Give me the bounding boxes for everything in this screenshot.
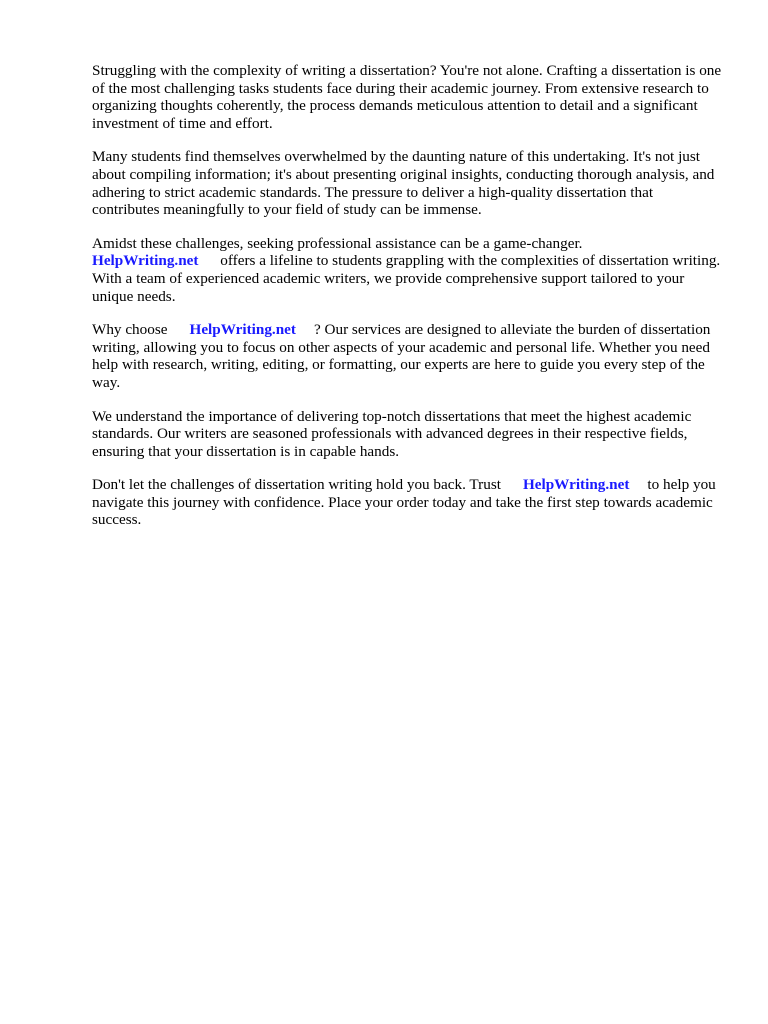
paragraph-assistance-lead: Amidst these challenges, seeking professional assistance can be a game-changer.: [92, 234, 583, 252]
paragraph-trust: [92, 476, 722, 529]
paragraph-assistance: [92, 235, 722, 305]
paragraph-intro: [92, 62, 722, 132]
paragraph-why-choose-rest: ? Our services are designed to alleviate the burden of dissertation writing, allowing you to focus on other aspects of your academic and personal life. Whether you need help with research, writing, editing, or formatting, our experts are here to guide you every step of the way.: [92, 321, 711, 391]
paragraph-quality-text: We understand the importance of delivering top-notch dissertations that meet the highest academic standards. Our writers are seasoned professionals with advanced degrees in their respective fields, ensuring that your dissertation is in capable hands.: [92, 407, 692, 460]
document-body: [92, 62, 722, 545]
helpwriting-link-1[interactable]: HelpWriting.net: [92, 252, 199, 270]
helpwriting-link-3[interactable]: HelpWriting.net: [522, 476, 630, 494]
paragraph-overwhelm-text: Many students find themselves overwhelmed by the daunting nature of this undertaking. It's not just about compiling information; it's about presenting original insights, conducting thorough analysis, and adhering to strict academic standards. The pressure to deliver a high-quality dissertation that contributes meaningfully to your field of study can be immense.: [92, 148, 715, 219]
paragraph-quality: [92, 408, 722, 461]
paragraph-overwhelm: [92, 148, 722, 218]
paragraph-why-choose-lead: Why choose: [92, 321, 168, 339]
paragraph-intro-text: Struggling with the complexity of writing a dissertation? You're not alone. Crafting a dissertation is one of the most challenging tasks students face during their academic journey. From extensive research to organizing thoughts coherently, the process demands meticulous attention to detail and a significant investment of time and effort.: [92, 62, 722, 132]
paragraph-trust-lead: Don't let the challenges of dissertation writing hold you back. Trust: [92, 476, 501, 494]
paragraph-assistance-rest: offers a lifeline to students grappling with the complexities of dissertation writing. With a team of experienced academic writers, we provide comprehensive support tailored to your unique needs.: [92, 252, 721, 305]
helpwriting-link-2[interactable]: HelpWriting.net: [189, 321, 296, 339]
paragraph-trust-rest: to help you navigate this journey with confidence. Place your order today and take the first step towards academic success.: [92, 476, 716, 529]
paragraph-why-choose: [92, 321, 722, 391]
